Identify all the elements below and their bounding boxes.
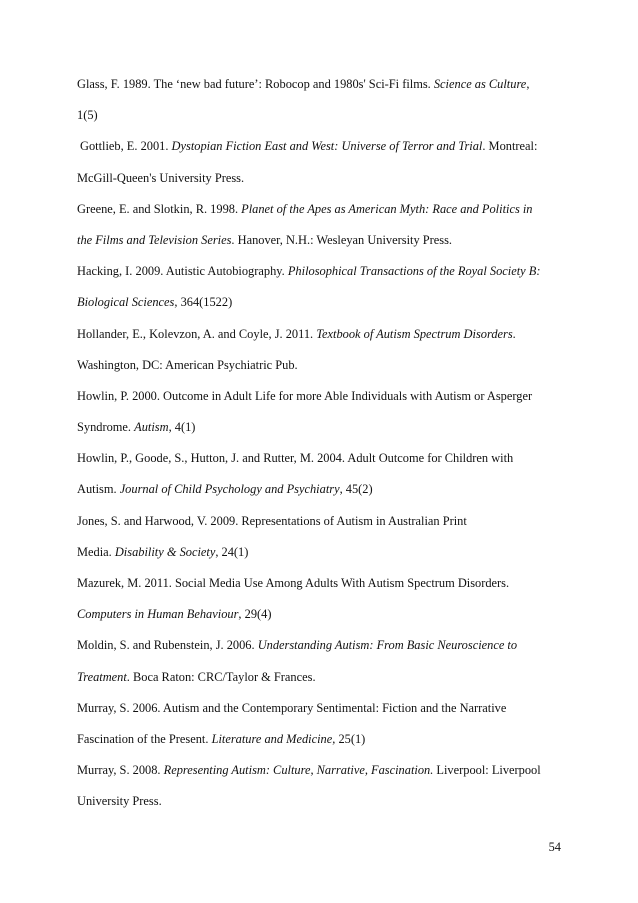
reference-text: Liverpool: Liverpool (433, 763, 541, 778)
reference-line (77, 386, 577, 417)
reference-italic-text: Understanding Autism: From Basic Neuroscience to (257, 638, 518, 653)
reference-italic-text: Computers in Human Behaviour (77, 607, 239, 622)
reference-italic-text: Dystopian Fiction East and West: Universe of Terror and Trial (171, 139, 483, 154)
reference-entry (77, 324, 577, 386)
reference-italic-text: Planet of the Apes as American Myth: Race and Politics in (241, 201, 533, 216)
reference-italic-text: Treatment (77, 669, 127, 684)
reference-entry (77, 136, 577, 198)
reference-line (77, 604, 577, 635)
page-number: 54 (548, 840, 561, 854)
reference-italic-text: Textbook of Autism Spectrum Disorders (316, 326, 513, 341)
reference-line (77, 667, 577, 698)
reference-entry (77, 386, 577, 448)
reference-entry (77, 448, 577, 510)
reference-text: Autism. (77, 482, 120, 497)
reference-entry (77, 635, 577, 697)
reference-text: , 29(4) (238, 607, 272, 622)
reference-line (77, 448, 577, 479)
reference-text: , (526, 77, 530, 91)
reference-line (77, 542, 577, 573)
reference-entry (77, 698, 577, 760)
reference-italic-text: Science as Culture (433, 77, 527, 91)
reference-italic-text: Literature and Medicine, (211, 731, 336, 746)
reference-line (77, 105, 577, 136)
reference-line (77, 417, 577, 448)
reference-text: Moldin, S. and Rubenstein, J. 2006. (77, 638, 258, 653)
reference-line (77, 355, 577, 386)
reference-line (77, 479, 577, 510)
reference-text: Howlin, P., Goode, S., Hutton, J. and Rutter, M. 2004. Adult Outcome for Children with (77, 451, 514, 466)
reference-text: , 45(2) (339, 482, 373, 497)
reference-line (77, 199, 577, 230)
reference-line (77, 324, 577, 355)
reference-text: 1(5) (77, 108, 98, 123)
reference-text: 25(1) (335, 731, 366, 746)
reference-text: . Hanover, N.H.: Wesleyan University Press. (231, 232, 453, 247)
reference-line (77, 760, 577, 791)
reference-text: Syndrome. (77, 420, 135, 435)
reference-line (77, 230, 577, 261)
reference-text: Jones, S. and Harwood, V. 2009. Representations of Autism in Australian Print (77, 513, 467, 528)
reference-entry (77, 573, 577, 635)
reference-italic-text: Disability & Society (114, 544, 216, 559)
reference-italic-text: Journal of Child Psychology and Psychiatry (119, 482, 340, 497)
reference-text: McGill-Queen's University Press. (77, 170, 245, 185)
reference-text: Hacking, I. 2009. Autistic Autobiography. (77, 264, 288, 279)
reference-text: , 24(1) (215, 544, 249, 559)
reference-text: , 364(1522) (174, 295, 233, 310)
reference-text: . (512, 326, 516, 341)
reference-line (77, 791, 577, 822)
reference-italic-text: Autism (134, 420, 169, 435)
reference-line (77, 573, 577, 604)
reference-text: . Montreal: (482, 139, 538, 154)
reference-line (77, 168, 577, 199)
reference-text: Glass, F. 1989. The ‘new bad future’: Robocop and 1980s' Sci-Fi films. (77, 77, 434, 91)
reference-text: Fascination of the Present. (77, 731, 212, 746)
reference-line (77, 292, 577, 323)
reference-line (77, 698, 577, 729)
reference-line (77, 136, 577, 167)
reference-text: Media. (77, 544, 115, 559)
reference-line (77, 74, 577, 105)
reference-text: University Press. (77, 794, 162, 809)
reference-text: Mazurek, M. 2011. Social Media Use Among Adults With Autism Spectrum Disorders. (77, 576, 510, 590)
reference-line (77, 261, 577, 292)
reference-italic-text: the Films and Television Series (77, 232, 232, 247)
reference-line (77, 511, 577, 542)
reference-entry (77, 760, 577, 822)
reference-text: , 4(1) (168, 420, 196, 435)
reference-text: Murray, S. 2006. Autism and the Contemporary Sentimental: Fiction and the Narrative (77, 700, 507, 715)
reference-text: Gottlieb, E. 2001. (80, 139, 172, 154)
reference-italic-text: Philosophical Transactions of the Royal Society B: (287, 264, 541, 279)
reference-list (77, 74, 577, 823)
reference-italic-text: Representing Autism: Culture, Narrative, Fascination. (163, 763, 434, 778)
reference-text: Howlin, P. 2000. Outcome in Adult Life for more Able Individuals with Autism or Asperger (77, 388, 533, 403)
reference-entry (77, 261, 577, 323)
reference-entry (77, 511, 577, 573)
reference-italic-text: Biological Sciences (77, 295, 175, 310)
reference-text: . Boca Raton: CRC/Taylor & Frances. (126, 669, 316, 684)
reference-text: Hollander, E., Kolevzon, A. and Coyle, J. 2011. (77, 326, 317, 341)
reference-entry (77, 199, 577, 261)
reference-line (77, 729, 577, 760)
reference-line (77, 635, 577, 666)
reference-text: Washington, DC: American Psychiatric Pub. (77, 357, 298, 372)
reference-text: Murray, S. 2008. (77, 763, 164, 778)
reference-entry (77, 74, 577, 136)
reference-text: Greene, E. and Slotkin, R. 1998. (77, 201, 242, 216)
